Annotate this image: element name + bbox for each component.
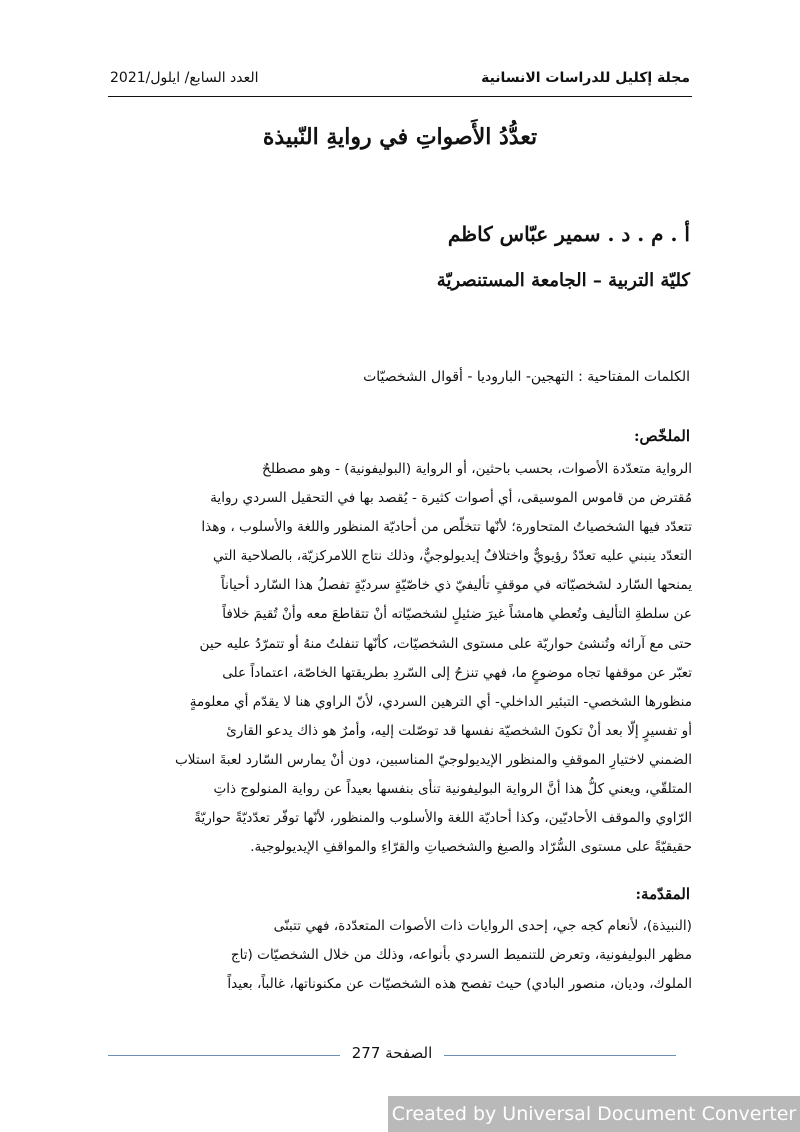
abstract-line: حقيقيّةً على مستوى السُّرّاد والصيغ والشخصياتِ والقرّاءِ والمواقفِ الإيديولوجية. <box>250 839 692 856</box>
page-number: الصفحة 277 <box>351 1044 433 1062</box>
introduction-line: (النبيذة)، لأنعام كجه جي، إحدى الروايات ذات الأصوات المتعدّدة، فهي تتبنّى <box>273 918 692 934</box>
author-name: أ . م . د . سمير عبّاس كاظم <box>447 222 690 246</box>
abstract-line: التعدّد ينبني عليه تعدّدٌ رؤيويٌّ واختلافٌ إيديولوجيٌّ، وذلك نتاج اللامركزيّة، بالصلاحية التي <box>212 548 692 565</box>
abstract-line: حتى مع آرائه وتُنشئ حواريّة على مستوى الشخصيّات، كأنّها تنفلتُ منهُ أو تتمرّدُ عليه حين <box>199 635 692 652</box>
abstract-line: تتعدّد فيها الشخصياتُ المتحاورة؛ لأنّها تتخلّص من أحاديّة المنظور واللغة والأسلوب ، وهذا <box>201 519 692 536</box>
author-affiliation: كليّة التربية – الجامعة المستنصريّة <box>436 270 690 291</box>
abstract-line: الرواية متعدّدة الأصوات، بحسب باحثين، أو الرواية (البوليفونية) - وهو مصطلحٌ <box>262 461 692 477</box>
abstract-line: يمنحها السّارد لشخصيّاته في موقفٍ تأليفيّ ذي خاصّيّةٍ سرديّةٍ تفصلُ هذا السّارد أحياناً <box>221 577 692 594</box>
abstract-line: الرّاوي والموقف الأحاديّين، وكذا أحاديّة اللغة والأسلوب والمنظور، لأنّها توفّر تعدّديّةً حواريّةً <box>194 810 692 827</box>
journal-name: مجلة إكليل للدراسات الانسانية <box>481 70 690 86</box>
abstract-heading: الملخّص: <box>634 427 690 445</box>
introduction-line: مظهر البوليفونية، وتعرض للتنميط السردي بأنواعه، وذلك من خلال الشخصيّات (تاج <box>230 947 692 964</box>
issue-info: العدد السابع/ ايلول/2021 <box>110 70 259 86</box>
footer-divider-right <box>444 1055 676 1056</box>
keywords: الكلمات المفتاحية : التهجين- الباروديا - أقوال الشخصيّات <box>363 369 690 385</box>
header-divider <box>108 96 692 97</box>
introduction-body <box>106 912 692 999</box>
abstract-line: المتلقّي، ويعني كلُّ هذا أنَّ الرواية البوليفونية تنأى بنفسها بعيداً عن رواية المنولوج ذاتِ <box>213 781 692 798</box>
abstract-line: أو تفسيرٍ إلّا بعد أنْ تكونَ الشخصيّة نفسها قد توصّلت إليه، وأمرٌ هو ذاك يدعو القارئ <box>226 722 692 739</box>
abstract-line: الضمني لاختيارِ الموقفِ والمنظور الإيديولوجيّ المناسبين، دون أنْ يمارس السّارد لعبةَ استلاب <box>174 751 692 768</box>
abstract-line: تعبّر عن موقفها تجاه موضوعٍ ما، فهي تنزحُ إلى السّردِ بطريقتها الخاصّة، اعتماداً على <box>222 664 692 681</box>
paper-title: تعدُّدُ الأَصواتِ في روايةِ النّبيذة <box>262 124 538 150</box>
abstract-body <box>106 455 692 862</box>
converter-watermark: Created by Universal Document Converter <box>388 1096 800 1132</box>
abstract-line: منظورها الشخصي- التبئير الداخلي- أي الترهين السردي، لأنّ الراوي هنا لا يقدّم أي معلومةٍ <box>189 693 692 710</box>
abstract-line: عن سلطةِ التأليف وتُعطي هامشاً غيرَ ضئيلٍ لشخصيّاته أنْ تتقاطعَ معه وأنْ تُقيمَ خلافاً <box>222 606 692 623</box>
abstract-line: مُقترض من قاموس الموسيقى، أي أصوات كثيرة - يُقصد بها في التحقيل السردي رواية <box>210 490 692 507</box>
introduction-heading: المقدّمة: <box>635 885 690 903</box>
footer-divider-left <box>108 1055 340 1056</box>
introduction-line: الملوك، وديان، منصور البادي) حيث تفصح هذه الشخصيّات عن مكنوناتها، غالباً، بعيداً <box>227 976 692 993</box>
